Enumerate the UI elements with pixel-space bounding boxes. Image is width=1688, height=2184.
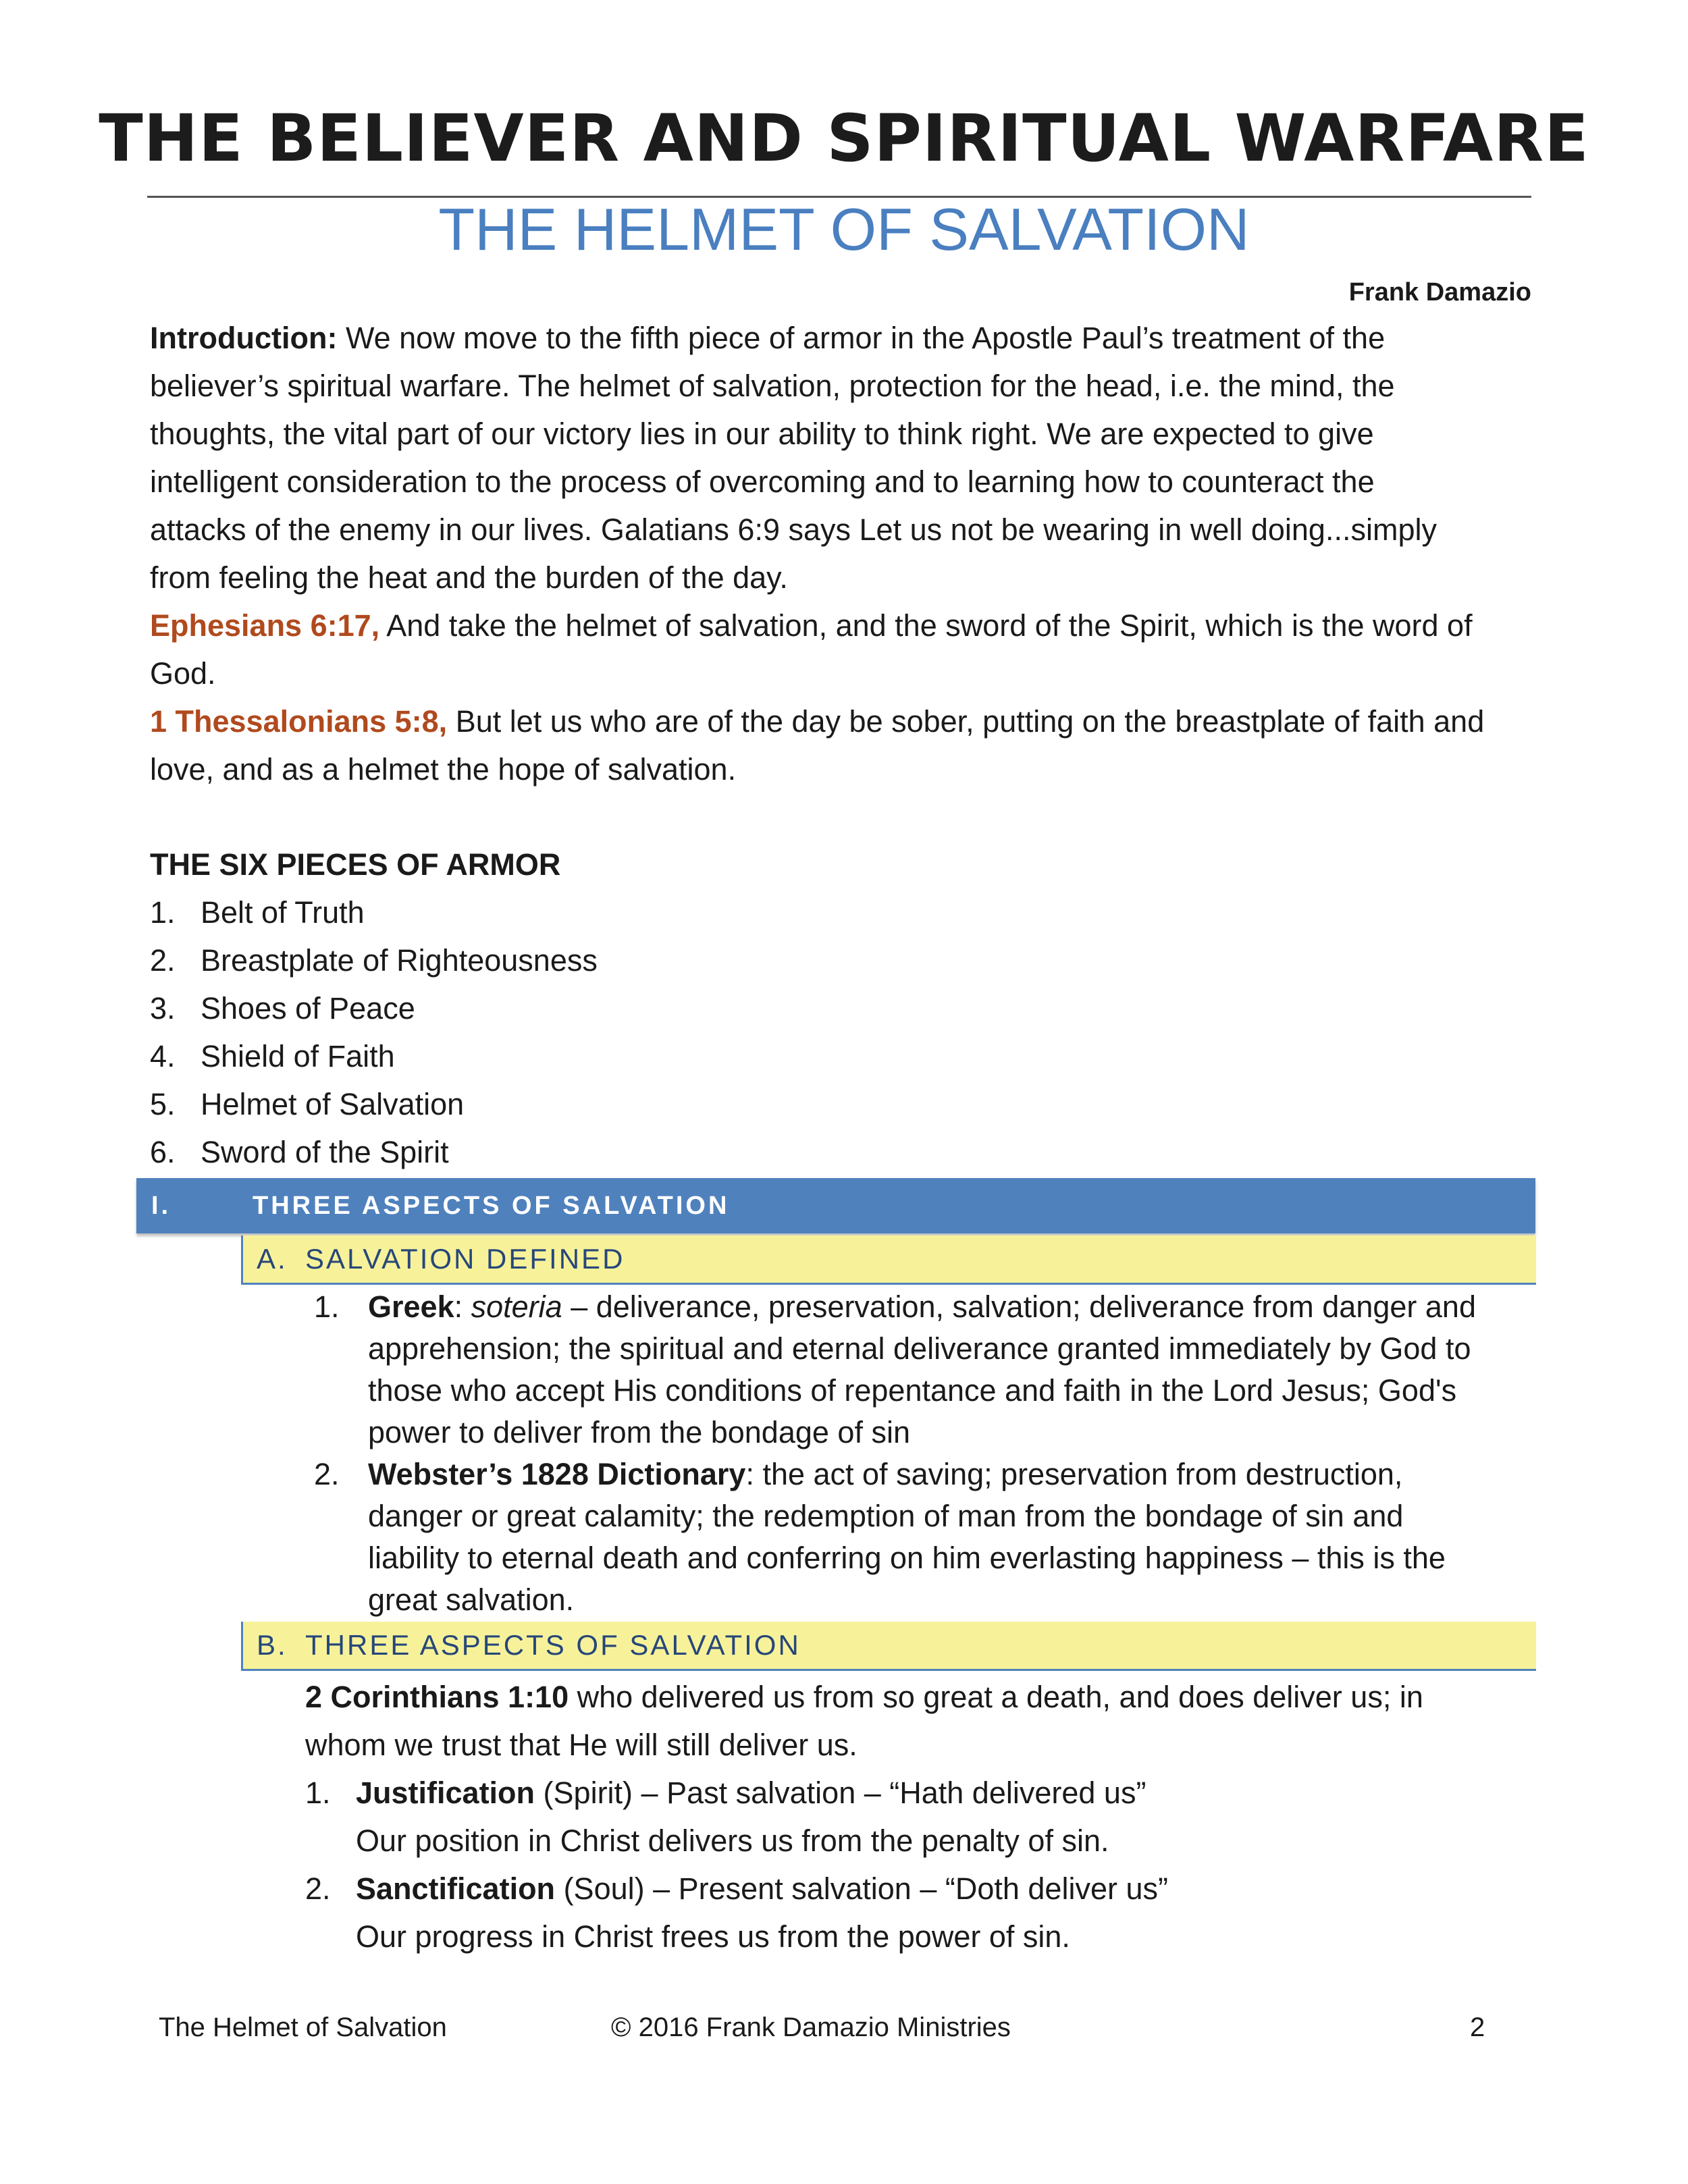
term: Sanctification: [356, 1871, 556, 1906]
subsection-title: SALVATION DEFINED: [305, 1243, 625, 1275]
intro-line: believer’s spiritual warfare. The helmet of salvation, protection for the head, i.e. the mind, the: [150, 369, 1395, 403]
list-item: 3. Shoes of Peace: [150, 991, 415, 1026]
introduction-paragraph: [150, 314, 1541, 793]
list-item: 1. Justification (Spirit) – Past salvation – “Hath delivered us” Our position in Christ delivers us from the penalty of sin.: [305, 1776, 1146, 1858]
armor-heading: THE SIX PIECES OF ARMOR: [150, 847, 561, 882]
verse-thessalonians: [150, 697, 1541, 745]
author-name: Frank Damazio: [1348, 278, 1531, 307]
subsection-heading-a: [241, 1235, 1536, 1285]
verse-text: God.: [150, 656, 216, 691]
list-item: 1. Belt of Truth: [150, 895, 365, 930]
list-item: 2. Breastplate of Righteousness: [150, 943, 598, 978]
subsection-number: A.: [257, 1243, 288, 1275]
list-item: 4. Shield of Faith: [150, 1039, 395, 1073]
verse-text: And take the helmet of salvation, and the sword of the Spirit, which is the word of: [379, 608, 1473, 643]
intro-line: from feeling the heat and the burden of the day.: [150, 560, 788, 595]
verse-reference: 2 Corinthians 1:10: [305, 1680, 569, 1714]
intro-line: intelligent consideration to the process of overcoming and to learning how to counteract the: [150, 464, 1375, 499]
introduction-label: Introduction:: [150, 321, 338, 355]
list-item: 5. Helmet of Salvation: [150, 1087, 465, 1121]
section-number: I.: [151, 1192, 172, 1220]
document-subtitle: THE HELMET OF SALVATION: [438, 196, 1250, 263]
definitions-list: [314, 1286, 1543, 1621]
list-item: 6. Sword of the Spirit: [150, 1135, 449, 1169]
verse-text: whom we trust that He will still deliver us.: [305, 1728, 858, 1762]
section-title: THREE ASPECTS OF SALVATION: [253, 1192, 730, 1220]
verse-reference: 1 Thessalonians 5:8,: [150, 704, 448, 739]
greek-word: soteria: [471, 1289, 562, 1324]
list-item: 1. Greek: soteria – deliverance, preservation, salvation; deliverance from danger and apprehension; the spiritual and eternal deliverance granted immediately by God to those who accept His conditions of repentance and faith in the Lord Jesus; God's power to deliver from the bondage of sin: [314, 1289, 1476, 1449]
footer-copyright: © 2016 Frank Damazio Ministries: [611, 2013, 1011, 2042]
subsection-heading-b: [241, 1622, 1536, 1671]
term: Justification: [356, 1776, 535, 1810]
verse-text: love, and as a helmet the hope of salvation.: [150, 752, 737, 787]
list-item: 2. Sanctification (Soul) – Present salvation – “Doth deliver us” Our progress in Christ frees us from the power of sin.: [305, 1871, 1168, 1954]
verse-text: who delivered us from so great a death, and does deliver us; in: [569, 1680, 1423, 1714]
intro-line: attacks of the enemy in our lives. Galatians 6:9 says Let us not be wearing in well doing...simply: [150, 512, 1437, 547]
subsection-title: THREE ASPECTS OF SALVATION: [305, 1629, 801, 1661]
verse-reference: Ephesians 6:17,: [150, 608, 380, 643]
verse-ephesians: [150, 602, 1541, 649]
intro-line: We now move to the fifth piece of armor in the Apostle Paul’s treatment of the: [337, 321, 1386, 355]
aspects-block: [305, 1673, 1541, 1961]
term: Greek: [368, 1289, 454, 1324]
document-title: THE BELIEVER AND SPIRITUAL WARFARE: [99, 101, 1589, 176]
list-item: 2. Webster’s 1828 Dictionary: the act of saving; preservation from destruction, danger or great calamity; the redemption of man from the bondage of sin and liability to eternal death and conferring on him everlasting happiness – this is the great salvation.: [314, 1457, 1446, 1617]
term: Webster’s 1828 Dictionary: [368, 1457, 746, 1491]
armor-list: [150, 841, 1163, 1176]
footer-title: The Helmet of Salvation: [159, 2013, 447, 2042]
page-number: 2: [1470, 2013, 1485, 2042]
section-heading-band: [136, 1178, 1535, 1233]
verse-text: But let us who are of the day be sober, putting on the breastplate of faith and: [447, 704, 1485, 739]
subsection-number: B.: [257, 1629, 288, 1661]
intro-line: thoughts, the vital part of our victory lies in our ability to think right. We are expected to give: [150, 417, 1374, 451]
